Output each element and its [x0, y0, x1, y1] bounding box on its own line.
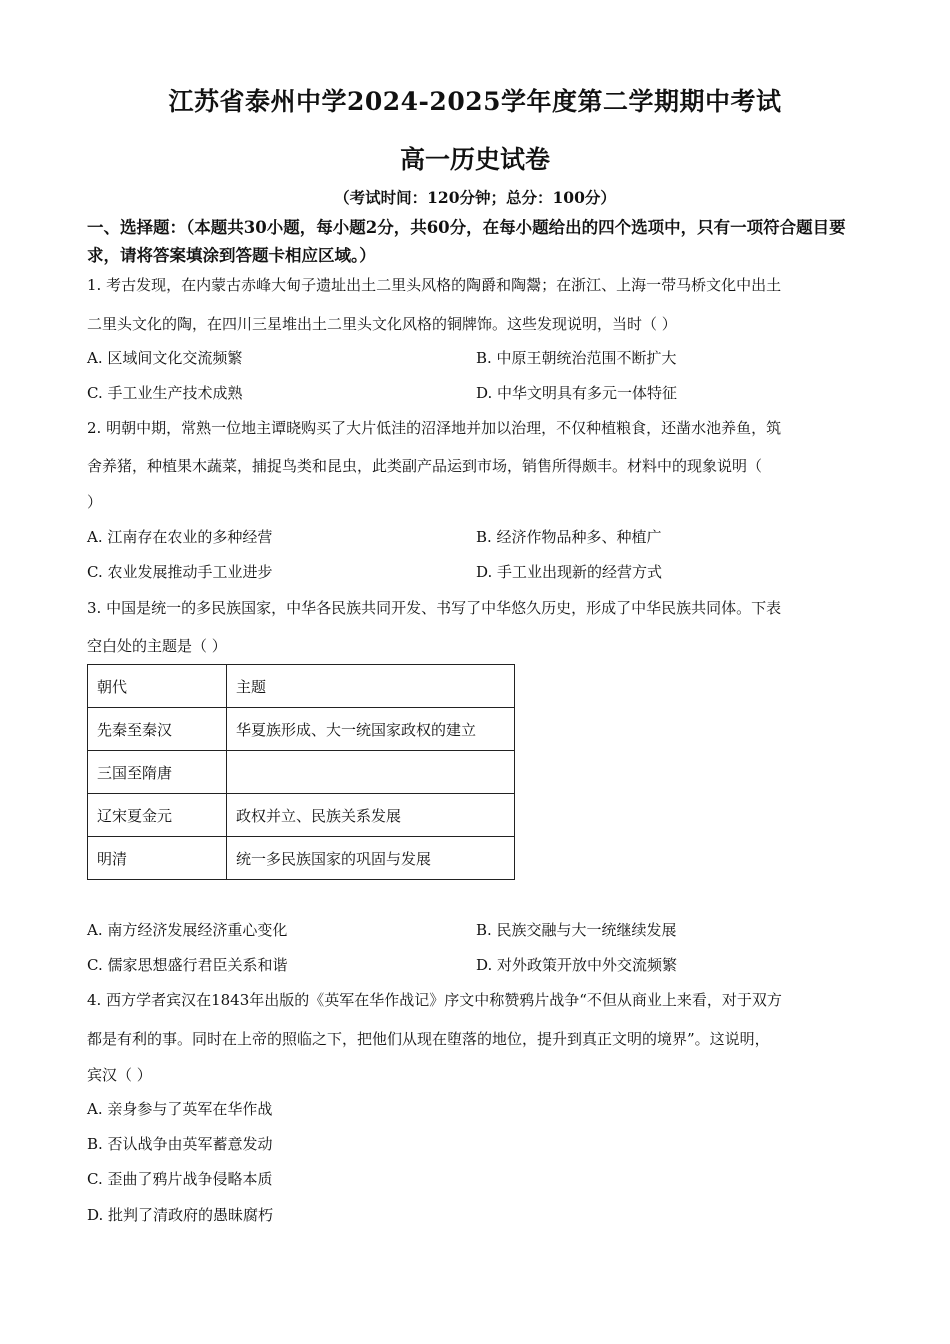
exam-title: 江苏省泰州中学2024-2025学年度第二学期期中考试	[168, 87, 782, 116]
table-row	[88, 708, 515, 751]
q2-option-a: A. 江南存在农业的多种经营	[87, 528, 273, 546]
table-cell-blank	[227, 751, 515, 794]
q4-option-a: A. 亲身参与了英军在华作战	[87, 1100, 273, 1118]
q3-stem-line-2: 空白处的主题是（ ）	[87, 637, 227, 655]
q4-stem-line-2: 都是有利的事。同时在上帝的照临之下，把他们从现在堕落的地位，提升到真正文明的境界”。这说明，	[87, 1030, 770, 1048]
table-row	[88, 794, 515, 837]
q2-option-b: B. 经济作物品种多、种植广	[476, 528, 662, 546]
q1-stem-line-2: 二里头文化的陶，在四川三星堆出土二里头文化风格的铜牌饰。这些发现说明，当时（ ）	[87, 315, 677, 333]
q3-option-d: D. 对外政策开放中外交流频繁	[476, 956, 678, 974]
exam-info: （考试时间：120分钟；总分：100分）	[334, 188, 616, 207]
q3-option-c: C. 儒家思想盛行君臣关系和谐	[87, 956, 288, 974]
exam-subtitle: 高一历史试卷	[399, 145, 550, 174]
q2-option-c: C. 农业发展推动手工业进步	[87, 563, 273, 581]
q2-option-d: D. 手工业出现新的经营方式	[476, 563, 663, 581]
q3-option-b: B. 民族交融与大一统继续发展	[476, 921, 677, 939]
q3-stem-line-1: 3. 中国是统一的多民族国家，中华各民族共同开发、书写了中华悠久历史，形成了中华民族共同体。下表	[87, 599, 782, 617]
table-cell: 政权并立、民族关系发展	[227, 794, 515, 837]
q4-stem-line-1: 4. 西方学者宾汉在1843年出版的《英军在华作战记》序文中称赞鸦片战争“不但从商业上来看，对于双方	[87, 991, 782, 1009]
table-row	[88, 837, 515, 880]
q4-option-d: D. 批判了清政府的愚昧腐朽	[87, 1206, 274, 1224]
table-cell: 华夏族形成、大一统国家政权的建立	[227, 708, 515, 751]
table-cell: 先秦至秦汉	[88, 708, 227, 751]
q1-option-c: C. 手工业生产技术成熟	[87, 384, 243, 402]
q1-stem-line-1: 1. 考古发现，在内蒙古赤峰大甸子遗址出土二里头风格的陶爵和陶鬶；在浙江、上海一带马桥文化中出土	[87, 276, 782, 294]
q4-option-b: B. 否认战争由英军蓄意发动	[87, 1135, 273, 1153]
dynasty-theme-table	[87, 664, 515, 880]
table-row	[88, 751, 515, 794]
q4-option-c: C. 歪曲了鸦片战争侵略本质	[87, 1170, 273, 1188]
table-header-cell: 朝代	[88, 665, 227, 708]
q2-stem-line-2: 舍养猪，种植果木蔬菜，捕捉鸟类和昆虫，此类副产品运到市场，销售所得颇丰。材料中的现象说明（	[87, 457, 763, 475]
q2-stem-line-1: 2. 明朝中期，常熟一位地主谭晓购买了大片低洼的沼泽地并加以治理，不仅种植粮食，还凿水池养鱼，筑	[87, 419, 782, 437]
table-cell: 明清	[88, 837, 227, 880]
q4-stem-line-3: 宾汉（ ）	[87, 1066, 152, 1084]
table-cell: 统一多民族国家的巩固与发展	[227, 837, 515, 880]
table-cell: 辽宋夏金元	[88, 794, 227, 837]
table-header-row	[88, 665, 515, 708]
table-cell: 三国至隋唐	[88, 751, 227, 794]
q2-stem-line-3: ）	[87, 493, 103, 511]
section-heading: 一、选择题：（本题共30小题，每小题2分，共60分，在每小题给出的四个选项中，只有一项符合题目要求，请将答案填涂到答题卡相应区域。）	[87, 218, 846, 265]
table-header-cell: 主题	[227, 665, 515, 708]
q3-option-a: A. 南方经济发展经济重心变化	[87, 921, 288, 939]
q1-option-b: B. 中原王朝统治范围不断扩大	[476, 349, 677, 367]
q1-option-a: A. 区域间文化交流频繁	[87, 349, 243, 367]
q1-option-d: D. 中华文明具有多元一体特征	[476, 384, 678, 402]
